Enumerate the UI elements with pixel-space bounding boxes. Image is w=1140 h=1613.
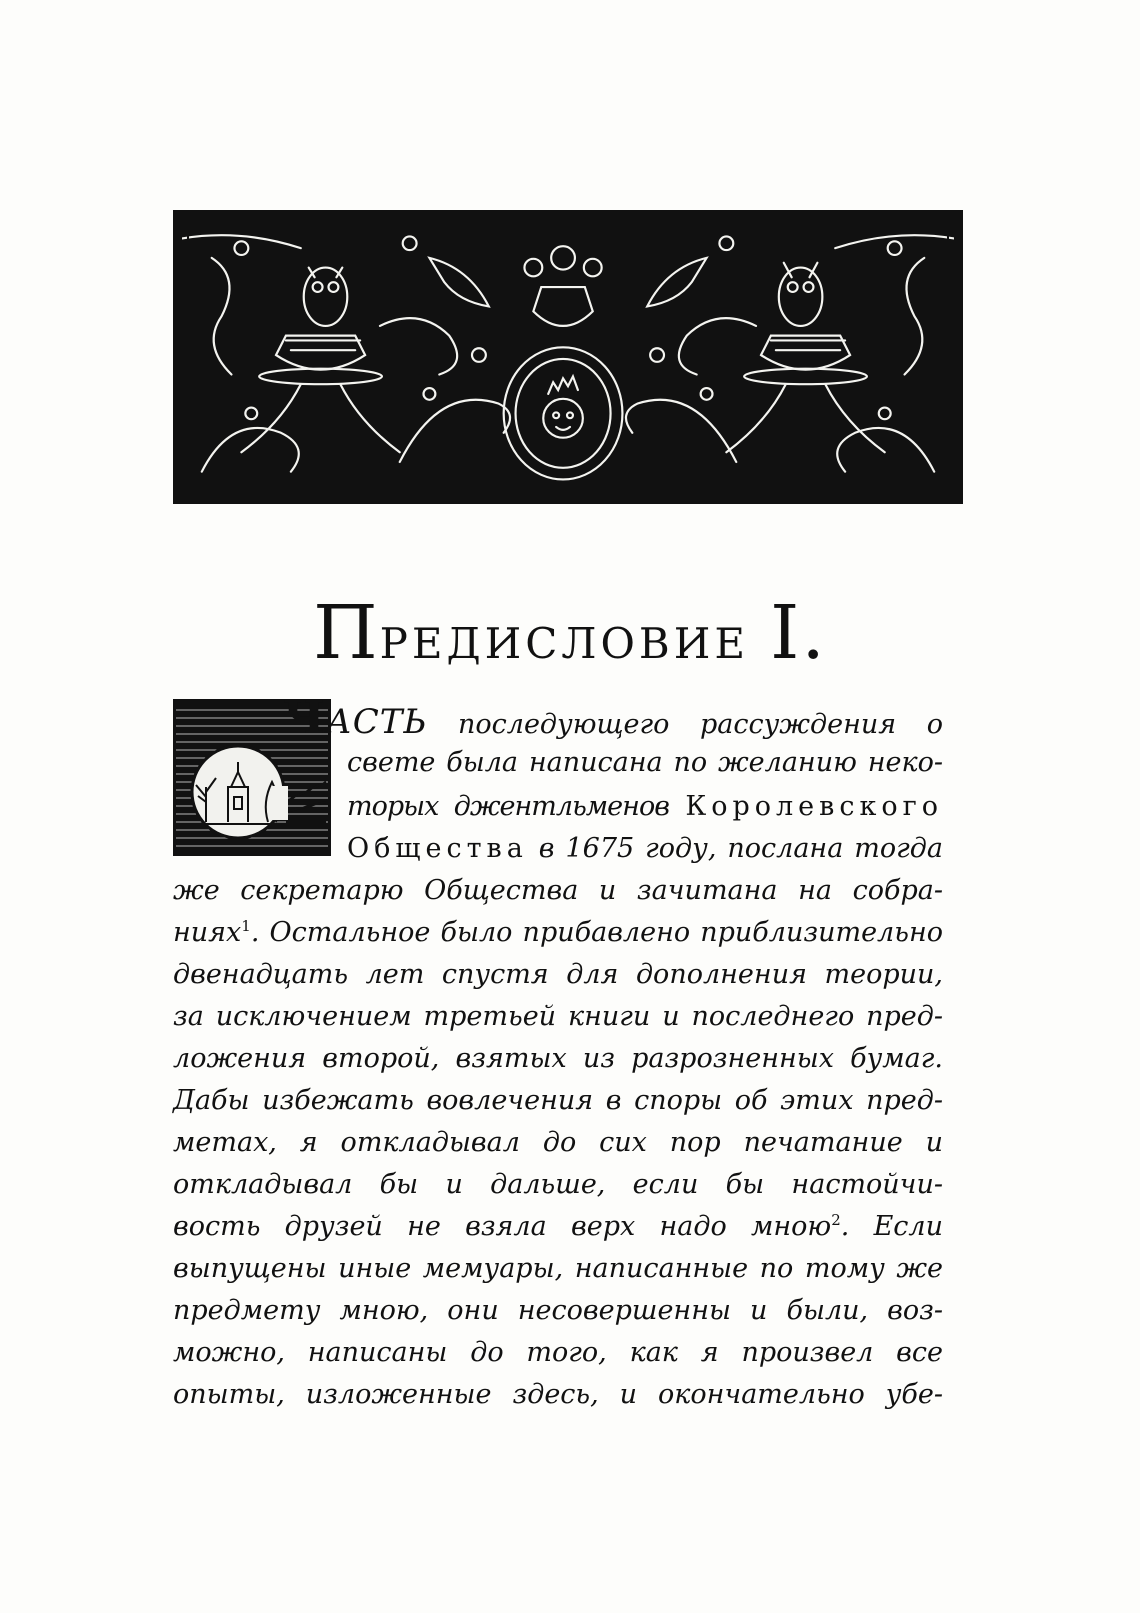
text-line-8: за исключением третьей книги и последнего пред- bbox=[173, 1001, 943, 1032]
line13-before: вость друзей не взяла верх надо мною bbox=[173, 1211, 832, 1242]
text-line-16: можно, написаны до того, как я произвел все bbox=[173, 1337, 943, 1368]
text-line-6 bbox=[173, 917, 943, 948]
text-line-9: ложения второй, взятых из разрозненных бумаг. bbox=[173, 1043, 943, 1074]
text-line-4 bbox=[347, 833, 943, 864]
text-line-1 bbox=[283, 690, 943, 744]
text-line-15: предмету мною, они несовершенны и были, воз- bbox=[173, 1295, 943, 1326]
line6-after: . Остальное было прибавлено приблизительно bbox=[250, 917, 943, 948]
line4-italic: в 1675 году, послана тогда bbox=[538, 833, 943, 864]
footnote-marker-1[interactable]: 1 bbox=[241, 917, 251, 935]
footnote-marker-2[interactable]: 2 bbox=[831, 1211, 841, 1229]
text-line-13 bbox=[173, 1211, 943, 1242]
line6-before: ниях bbox=[173, 917, 242, 948]
text-line-2: свете была написана по желанию неко- bbox=[347, 747, 943, 778]
chapter-title bbox=[0, 590, 1140, 676]
text-line-10: Дабы избежать вовлечения в споры об этих пред- bbox=[173, 1085, 943, 1116]
line4-upright: Общества bbox=[347, 833, 528, 864]
line13-after: . Если bbox=[840, 1211, 943, 1242]
chapter-title-initial: П bbox=[313, 590, 380, 676]
drop-cap: Ч bbox=[283, 690, 327, 744]
chapter-title-text: редисловие bbox=[379, 603, 750, 673]
text-line-7: двенадцать лет спустя для дополнения теории, bbox=[173, 959, 943, 990]
line3-upright: Королевского bbox=[685, 791, 943, 822]
text-line-3 bbox=[347, 791, 943, 822]
line1-smallcaps: АСТЬ bbox=[326, 702, 428, 742]
chapter-number: I. bbox=[770, 590, 827, 676]
text-line-5: же секретарю Общества и зачитана на собра- bbox=[173, 875, 943, 906]
text-line-14: выпущены иные мемуары, написанные по тому же bbox=[173, 1253, 943, 1284]
line1-text: последующего рассуждения о bbox=[458, 709, 943, 740]
text-line-17: опыты, изложенные здесь, и окончательно убе- bbox=[173, 1379, 943, 1410]
headpiece-illustration bbox=[173, 210, 963, 504]
line3-italic: торых джентльменов bbox=[347, 791, 669, 822]
text-line-12: откладывал бы и дальше, если бы настойчи- bbox=[173, 1169, 943, 1200]
text-line-11: метах, я откладывал до сих пор печатание и bbox=[173, 1127, 943, 1158]
